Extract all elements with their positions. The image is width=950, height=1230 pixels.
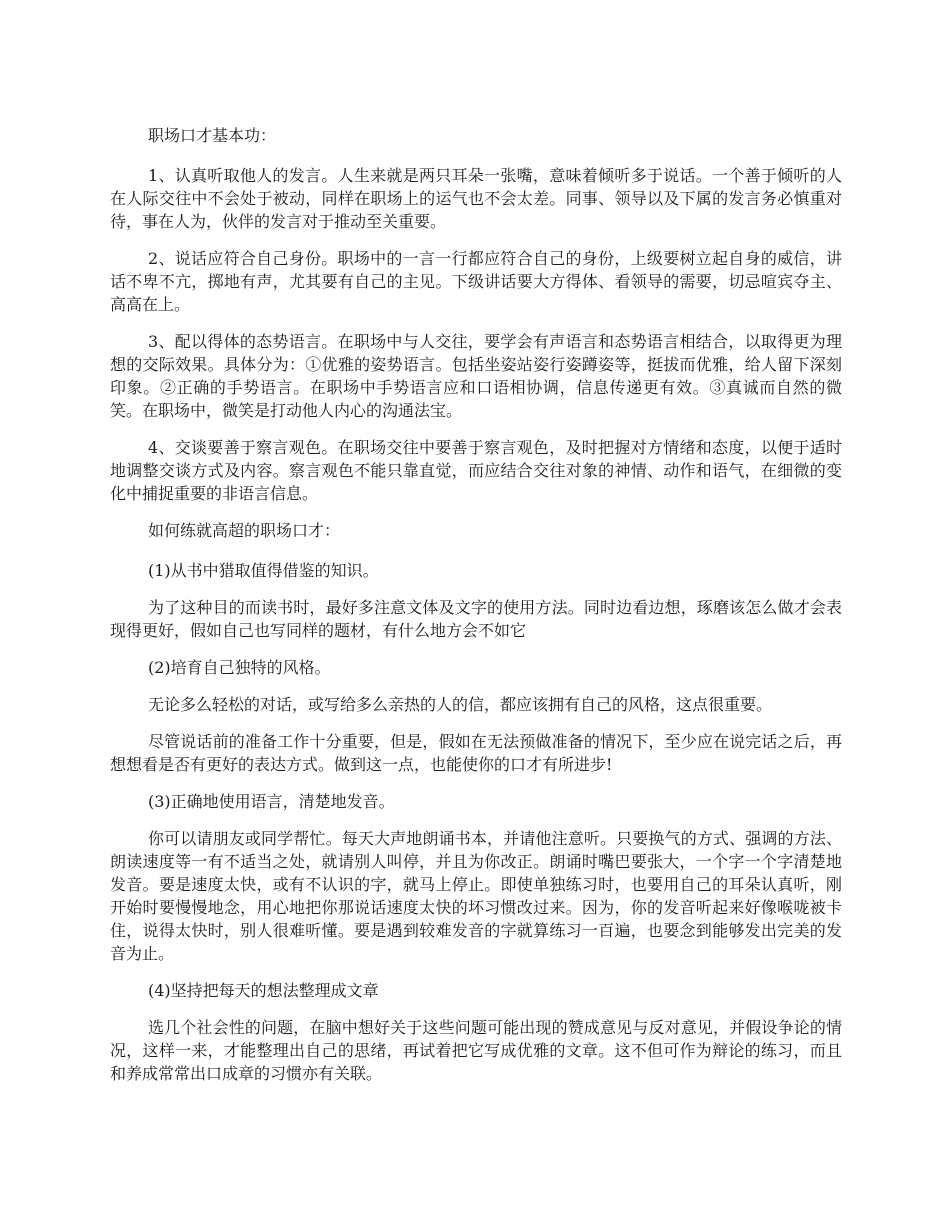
list-item-heading: (3)正确地使用语言，清楚地发音。 bbox=[148, 792, 395, 811]
list-item-heading: (2)培育自己独特的风格。 bbox=[148, 658, 331, 677]
paragraph: 2、说话应符合自己身份。职场中的一言一行都应符合自己的身份，上级要树立起自身的威信，讲话不卑不亢，掷地有声，尤其要有自己的主见。下级讲话要大方得体、看领导的需要，切忌喧宾夺主、高高在上。 bbox=[110, 249, 842, 314]
paragraph: 为了这种目的而读书时，最好多注意文体及文字的使用方法。同时边看边想，琢磨该怎么做才会表现得更好，假如自己也写同样的题材，有什么地方会不如它 bbox=[110, 598, 842, 640]
paragraph: 3、配以得体的态势语言。在职场中与人交往，要学会有声语言和态势语言相结合，以取得更为理想的交际效果。具体分为：①优雅的姿势语言。包括坐姿站姿行姿蹲姿等，挺拔而优雅，给人留下深刻印象。②正确的手势语言。在职场中手势语言应和口语相协调，信息传递更有效。③真诚而自然的微笑。在职场中，微笑是打动他人内心的沟通法宝。 bbox=[110, 332, 842, 420]
paragraph: 尽管说话前的准备工作十分重要，但是，假如在无法预做准备的情况下，至少应在说完话之后，再想想看是否有更好的表达方式。做到这一点，也能使你的口才有所进步! bbox=[110, 732, 842, 774]
section-heading: 职场口才基本功： bbox=[148, 126, 277, 145]
paragraph: 选几个社会性的问题，在脑中想好关于这些问题可能出现的赞成意见与反对意见，并假设争论的情况，这样一来，才能整理出自己的思绪，再试着把它写成优雅的文章。这不但可作为辩论的练习，而且和养成常常出口成章的习惯亦有关联。 bbox=[110, 1018, 842, 1083]
paragraph: 4、交谈要善于察言观色。在职场交往中要善于察言观色，及时把握对方情绪和态度，以便于适时地调整交谈方式及内容。察言观色不能只靠直觉，而应结合交往对象的神情、动作和语气，在细微的变化中捕捉重要的非语言信息。 bbox=[110, 438, 842, 503]
document-body bbox=[110, 124, 842, 1099]
section-heading: 如何练就高超的职场口才： bbox=[148, 521, 341, 540]
list-item-heading: (4)坚持把每天的想法整理成文章 bbox=[148, 981, 379, 1000]
list-item-heading: (1)从书中猎取值得借鉴的知识。 bbox=[148, 561, 379, 580]
paragraph: 1、认真听取他人的发言。人生来就是两只耳朵一张嘴，意味着倾听多于说话。一个善于倾听的人在人际交往中不会处于被动，同样在职场上的运气也不会太差。同事、领导以及下属的发言务必慎重对待，事在人为，伙伴的发言对于推动至关重要。 bbox=[110, 166, 842, 231]
paragraph: 无论多么轻松的对话，或写给多么亲热的人的信，都应该拥有自己的风格，这点很重要。 bbox=[148, 695, 773, 714]
paragraph: 你可以请朋友或同学帮忙。每天大声地朗诵书本，并请他注意听。只要换气的方式、强调的方法、朗读速度等一有不适当之处，就请别人叫停，并且为你改正。朗诵时嘴巴要张大，一个字一个字清楚地发音。要是速度太快，或有不认识的字，就马上停止。即使单独练习时，也要用自己的耳朵认真听，刚开始时要慢慢地念，用心地把你那说话速度太快的坏习惯改过来。因为，你的发音听起来好像喉咙被卡住，说得太快时，别人很难听懂。要是遇到较难发音的字就算练习一百遍，也要念到能够发出完美的发音为止。 bbox=[110, 829, 842, 963]
